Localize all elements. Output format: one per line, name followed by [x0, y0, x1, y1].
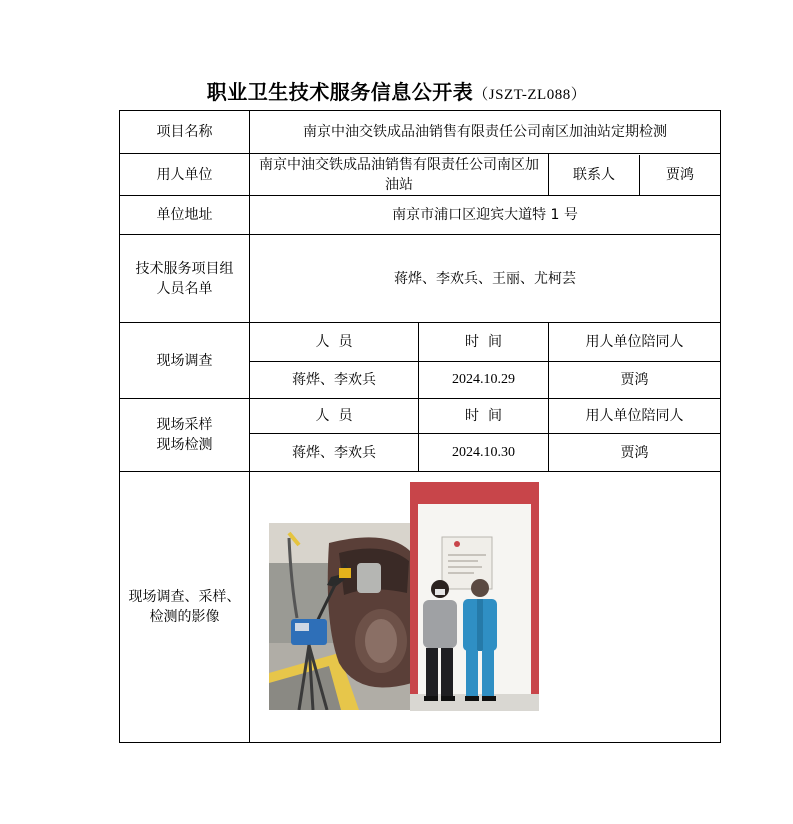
project-name-value: 南京中油交铁成品油销售有限责任公司南区加油站定期检测	[250, 111, 721, 154]
survey-label: 现场调查	[120, 323, 250, 399]
survey-time-header: 时 间	[419, 323, 549, 362]
contact-cell	[549, 154, 721, 196]
sampling-personnel: 蒋烨、李欢兵	[250, 434, 419, 472]
sampling-escort-header: 用人单位陪同人	[549, 399, 721, 434]
contact-label: 联系人	[549, 155, 640, 195]
info-table	[119, 110, 721, 743]
sampling-escort: 贾鸿	[549, 434, 721, 472]
photo-team-escort	[410, 482, 539, 711]
sampling-label: 现场采样现场检测	[120, 399, 250, 472]
survey-escort-header: 用人单位陪同人	[549, 323, 721, 362]
sampling-time: 2024.10.30	[419, 434, 549, 472]
row-project-name	[120, 111, 721, 154]
photo-area	[250, 472, 719, 742]
photo-pump-detection	[269, 523, 412, 710]
images-cell	[250, 472, 721, 743]
row-address	[120, 196, 721, 235]
row-survey-header	[120, 323, 721, 362]
row-images	[120, 472, 721, 743]
images-label: 现场调查、采样、检测的影像	[120, 472, 250, 743]
project-name-label: 项目名称	[120, 111, 250, 154]
sampling-time-header: 时 间	[419, 399, 549, 434]
page-title	[0, 76, 793, 105]
survey-time: 2024.10.29	[419, 362, 549, 399]
row-employer	[120, 154, 721, 196]
title-text: 职业卫生技术服务信息公开表	[206, 80, 474, 104]
team-label: 技术服务项目组人员名单	[120, 235, 250, 323]
address-label: 单位地址	[120, 196, 250, 235]
sampling-personnel-header: 人 员	[250, 399, 419, 434]
address-value: 南京市浦口区迎宾大道特 1 号	[250, 196, 721, 235]
row-team	[120, 235, 721, 323]
contact-value: 贾鸿	[666, 166, 694, 183]
row-sampling-header	[120, 399, 721, 434]
form-code: （JSZT-ZL088）	[473, 87, 587, 103]
employer-label: 用人单位	[120, 154, 250, 196]
team-value: 蒋烨、李欢兵、王丽、尤柯芸	[250, 235, 721, 323]
employer-value: 南京中油交铁成品油销售有限责任公司南区加油站	[250, 154, 549, 196]
survey-escort: 贾鸿	[549, 362, 721, 399]
survey-personnel: 蒋烨、李欢兵	[250, 362, 419, 399]
survey-personnel-header: 人 员	[250, 323, 419, 362]
